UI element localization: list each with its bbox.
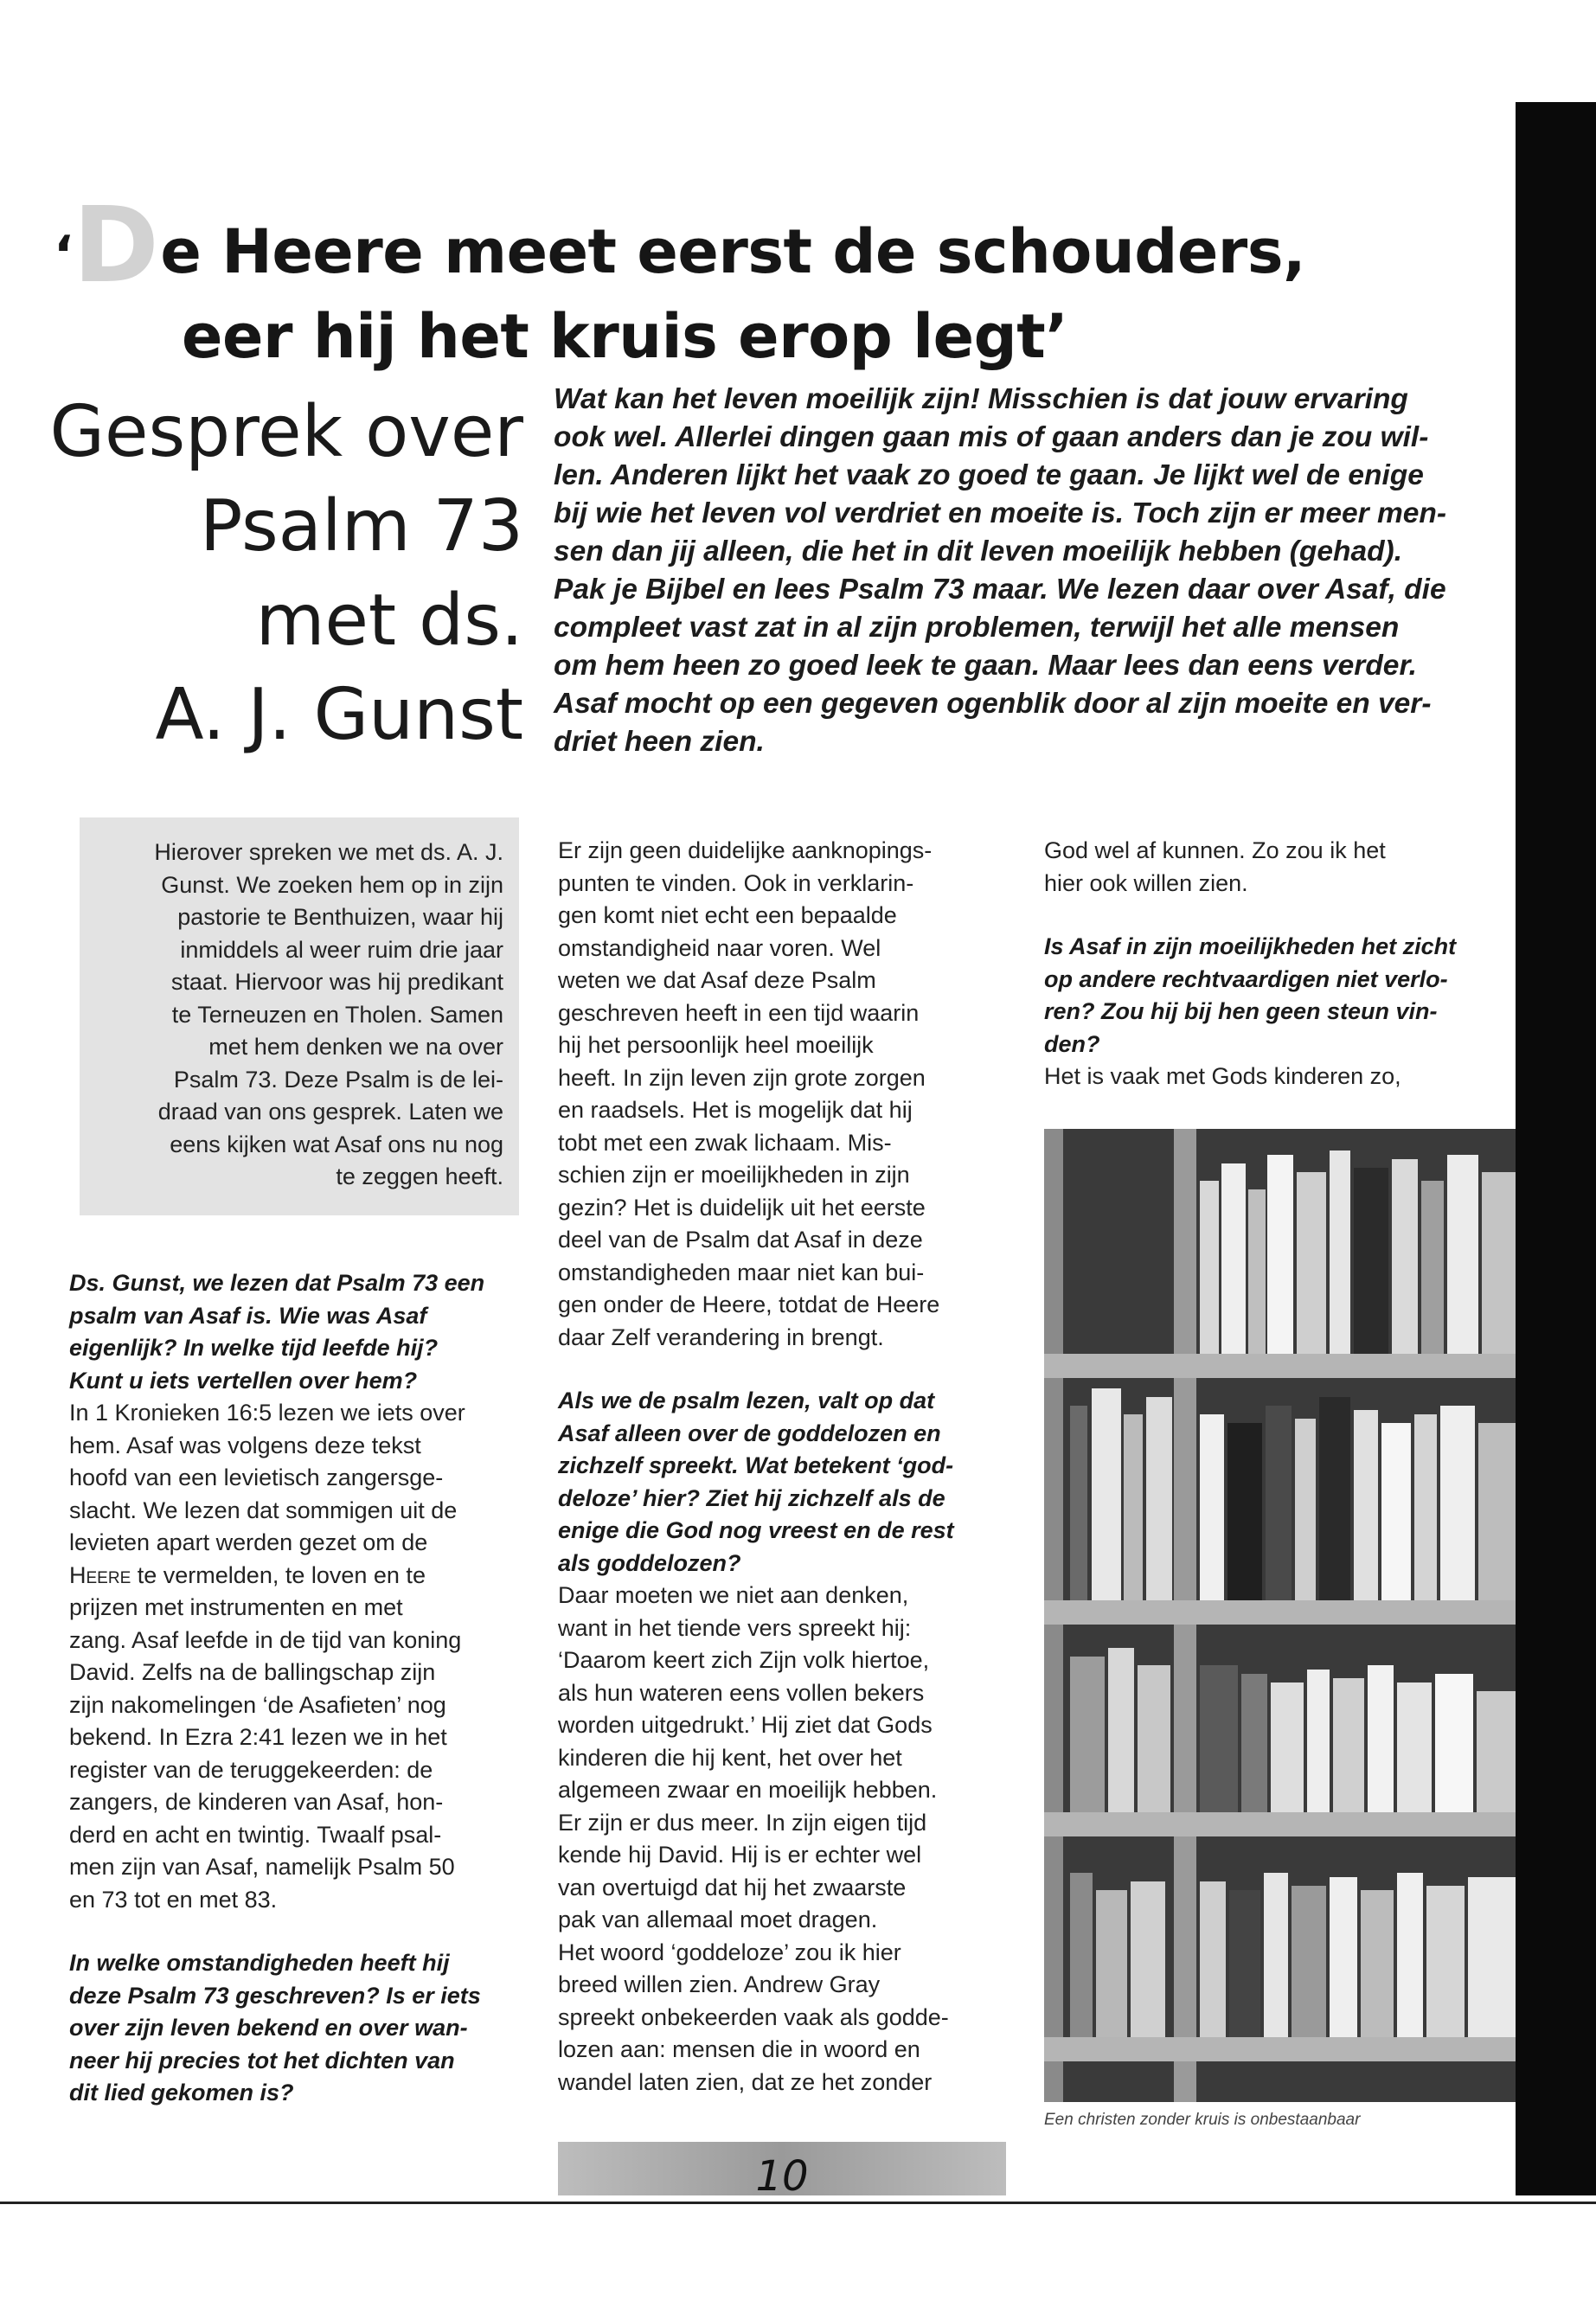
- intro-line: driet heen zien.: [554, 726, 765, 758]
- answer-line: [69, 1560, 528, 1593]
- answer-line: heeft. In zijn leven zijn grote zorgen: [558, 1064, 926, 1091]
- answer-line: Daar moeten we niet aan denken,: [558, 1582, 909, 1608]
- question-line: In welke omstandigheden heeft hij: [69, 1950, 450, 1976]
- question-line: deze Psalm 73 geschreven? Is er iets: [69, 1982, 481, 2009]
- answer-line: gen onder de Heere, totdat de Heere: [558, 1292, 940, 1317]
- question-3: [558, 1385, 1008, 1580]
- question-line: psalm van Asaf is. Wie was Asaf: [69, 1302, 427, 1329]
- sidebox-line: draad van ons gesprek. Laten we: [157, 1099, 503, 1125]
- answer-line: zangers, de kinderen van Asaf, hon-: [69, 1789, 444, 1815]
- sidebox-line: staat. Hiervoor was hij predikant: [170, 969, 503, 995]
- answer-1: [69, 1397, 528, 1916]
- answer-line: Er zijn er dus meer. In zijn eigen tijd: [558, 1809, 927, 1836]
- answer-line: Er zijn geen duidelijke aanknopings-: [558, 837, 933, 863]
- answer-line: geschreven heeft in een tijd waarin: [558, 999, 920, 1026]
- sidebox-line: inmiddels al weer ruim drie jaar: [180, 936, 503, 963]
- question-line: dit lied gekomen is?: [69, 2080, 294, 2106]
- answer-line: spreekt onbekeerden vaak als godde-: [558, 2003, 949, 2030]
- answer-line: gen komt niet echt een bepaalde: [558, 902, 897, 928]
- intro-line: sen dan jij alleen, die het in dit leven moeilijk hebben (gehad).: [554, 535, 1403, 567]
- sidebox-line: te zeggen heeft.: [336, 1163, 503, 1189]
- intro-line: Pak je Bijbel en lees Psalm 73 maar. We lezen daar over Asaf, die: [554, 574, 1446, 606]
- answer-line: David. Zelfs na de ballingschap zijn: [69, 1659, 436, 1685]
- answer-line: register van de teruggekeerden: de: [69, 1756, 433, 1783]
- answer-line: hier ook willen zien.: [1044, 869, 1248, 896]
- sidebox-line: eens kijken wat Asaf ons nu nog: [170, 1131, 503, 1157]
- answer-line: als hun wateren eens vollen bekers: [558, 1679, 925, 1706]
- answer-line: deel van de Psalm dat Asaf in deze: [558, 1227, 923, 1253]
- question-line: den?: [1044, 1030, 1100, 1057]
- sidebox-line: Psalm 73. Deze Psalm is de lei-: [173, 1066, 503, 1093]
- answer-line: slacht. We lezen dat sommigen uit de: [69, 1497, 458, 1523]
- answer-line: ‘Daarom keert zich Zijn volk hiertoe,: [558, 1647, 930, 1673]
- intro-line: Wat kan het leven moeilijk zijn! Misschien is dat jouw ervaring: [554, 383, 1408, 415]
- question-1: [69, 1267, 528, 1397]
- intro-line: compleet vast zat in al zijn problemen, terwijl het alle mensen: [554, 612, 1400, 644]
- headline-quote: ‘: [54, 225, 74, 285]
- sidebox-line: Hierover spreken we met ds. A. J.: [154, 839, 503, 865]
- article-headline: [54, 186, 1438, 379]
- answer-line: tobt met een zwak lichaam. Mis-: [558, 1129, 892, 1156]
- scan-edge: [1516, 102, 1596, 2195]
- answer-line: bekend. In Ezra 2:41 lezen we in het: [69, 1724, 447, 1750]
- answer-line: kende hij David. Hij is er echter wel: [558, 1842, 922, 1868]
- heere-smallcaps: Heere: [69, 1561, 131, 1588]
- bookshelf-photo: [1044, 1129, 1516, 2102]
- intro-line: ook wel. Allerlei dingen gaan mis of gaan anders dan je zou wil-: [554, 421, 1429, 453]
- answer-4: [1044, 1061, 1494, 1093]
- answer-line: prijzen met instrumenten en met: [69, 1594, 403, 1620]
- article-subtitle: [35, 385, 523, 762]
- answer-line: van overtuigd dat hij het zwaarste: [558, 1874, 907, 1900]
- question-line: op andere rechtvaardigen niet verlo-: [1044, 965, 1448, 992]
- sidebox-line: met hem denken we na over: [208, 1034, 503, 1060]
- subtitle-line: Gesprek over: [49, 391, 523, 473]
- answer-2: [558, 835, 1008, 1354]
- bottom-rule: [0, 2202, 1596, 2204]
- answer-line: breed willen zien. Andrew Gray: [558, 1971, 881, 1997]
- subtitle-line: Psalm 73: [199, 485, 523, 567]
- question-line: deloze’ hier? Ziet hij zichzelf als de: [558, 1484, 945, 1511]
- answer-line: men zijn van Asaf, namelijk Psalm 50: [69, 1854, 455, 1880]
- answer-line-rest: te vermelden, te loven en te: [131, 1561, 426, 1588]
- answer-line: gezin? Het is duidelijk uit het eerste: [558, 1194, 926, 1221]
- answer-line: pak van allemaal moet dragen.: [558, 1907, 878, 1932]
- answer-line: levieten apart werden gezet om de: [69, 1529, 428, 1555]
- question-line: Is Asaf in zijn moeilijkheden het zicht: [1044, 933, 1457, 959]
- question-4: [1044, 931, 1494, 1061]
- question-line: over zijn leven bekend en over wan-: [69, 2015, 468, 2041]
- answer-line: Het woord ‘goddeloze’ zou ik hier: [558, 1939, 901, 1965]
- intro-line: om hem heen zo goed leek te gaan. Maar lees dan eens verder.: [554, 650, 1417, 682]
- answer-line: daar Zelf verandering in brengt.: [558, 1324, 884, 1350]
- answer-line: kinderen die hij kent, het over het: [558, 1744, 902, 1771]
- column-1: [69, 1267, 528, 2110]
- intro-line: bij wie het leven vol verdriet en moeite is. Toch zijn er meer men-: [554, 497, 1446, 529]
- subtitle-line: A. J. Gunst: [155, 674, 523, 756]
- answer-line: want in het tiende vers spreekt hij:: [558, 1614, 912, 1641]
- question-line: Als we de psalm lezen, valt op dat: [558, 1388, 935, 1413]
- sidebox-line: pastorie te Benthuizen, waar hij: [177, 904, 503, 930]
- answer-line: wandel laten zien, dat ze het zonder: [558, 2068, 933, 2095]
- subtitle-line: met ds.: [255, 580, 523, 662]
- answer-line: hem. Asaf was volgens deze tekst: [69, 1432, 421, 1458]
- page-number: 10: [755, 2152, 809, 2201]
- answer-line: schien zijn er moeilijkheden in zijn: [558, 1162, 910, 1188]
- photo-caption: Een christen zonder kruis is onbestaanbaar: [1044, 2111, 1361, 2129]
- question-line: eigenlijk? In welke tijd leefde hij?: [69, 1335, 439, 1361]
- sidebox-line: te Terneuzen en Tholen. Samen: [171, 1001, 503, 1028]
- answer-line: zang. Asaf leefde in de tijd van koning: [69, 1626, 462, 1653]
- question-line: Asaf alleen over de goddelozen en: [558, 1420, 941, 1446]
- question-line: neer hij precies tot het dichten van: [69, 2047, 455, 2073]
- answer-line: weten we dat Asaf deze Psalm: [558, 967, 876, 993]
- answer-line: zijn nakomelingen ‘de Asafieten’ nog: [69, 1691, 446, 1718]
- answer-line: omstandigheid naar voren. Wel: [558, 934, 881, 961]
- question-line: als goddelozen?: [558, 1549, 741, 1576]
- question-2: [69, 1947, 528, 2110]
- intro-line: Asaf mocht op een gegeven ogenblik door al zijn moeite en ver-: [554, 688, 1432, 720]
- answer-line: worden uitgedrukt.’ Hij ziet dat Gods: [558, 1712, 933, 1738]
- answer-line: en 73 tot en met 83.: [69, 1886, 278, 1913]
- intro-sidebox: [80, 817, 519, 1215]
- question-line: Ds. Gunst, we lezen dat Psalm 73 een: [69, 1270, 485, 1296]
- answer-line: omstandigheden maar niet kan bui-: [558, 1259, 925, 1285]
- column-3: [1044, 835, 1494, 1093]
- question-line: Kunt u iets vertellen over hem?: [69, 1367, 418, 1394]
- question-line: zichzelf spreekt. Wat betekent ‘god-: [558, 1452, 954, 1478]
- answer-line: derd en acht en twintig. Twaalf psal-: [69, 1821, 442, 1848]
- answer-line: hoofd van een levietisch zangersge-: [69, 1465, 444, 1490]
- question-line: ren? Zou hij bij hen geen steun vin-: [1044, 998, 1438, 1024]
- answer-line: God wel af kunnen. Zo zou ik het: [1044, 837, 1386, 863]
- answer-line: Het is vaak met Gods kinderen zo,: [1044, 1063, 1401, 1089]
- answer-line: In 1 Kronieken 16:5 lezen we iets over: [69, 1400, 465, 1426]
- answer-line: en raadsels. Het is mogelijk dat hij: [558, 1097, 913, 1123]
- headline-line2: eer hij het kruis erop legt’: [182, 301, 1068, 372]
- answer-3: [558, 1580, 1008, 2099]
- intro-text: [554, 381, 1492, 761]
- sidebox-line: Gunst. We zoeken hem op in zijn: [161, 871, 503, 898]
- headline-line1: e Heere meet eerst de schouders,: [160, 216, 1306, 287]
- answer-line: lozen aan: mensen die in woord en: [558, 2036, 920, 2062]
- answer-3-continued: [1044, 835, 1494, 900]
- column-2: [558, 835, 1008, 2099]
- answer-line: hij het persoonlijk heel moeilijk: [558, 1032, 874, 1058]
- question-line: enige die God nog vreest en de rest: [558, 1517, 954, 1543]
- intro-line: len. Anderen lijkt het vaak zo goed te gaan. Je lijkt wel de enige: [554, 459, 1424, 491]
- answer-line: punten te vinden. Ook in verklarin-: [558, 869, 914, 896]
- headline-dropcap: D: [73, 186, 159, 306]
- answer-line: algemeen zwaar en moeilijk hebben.: [558, 1777, 938, 1803]
- bookshelf-image: [1044, 1129, 1516, 2102]
